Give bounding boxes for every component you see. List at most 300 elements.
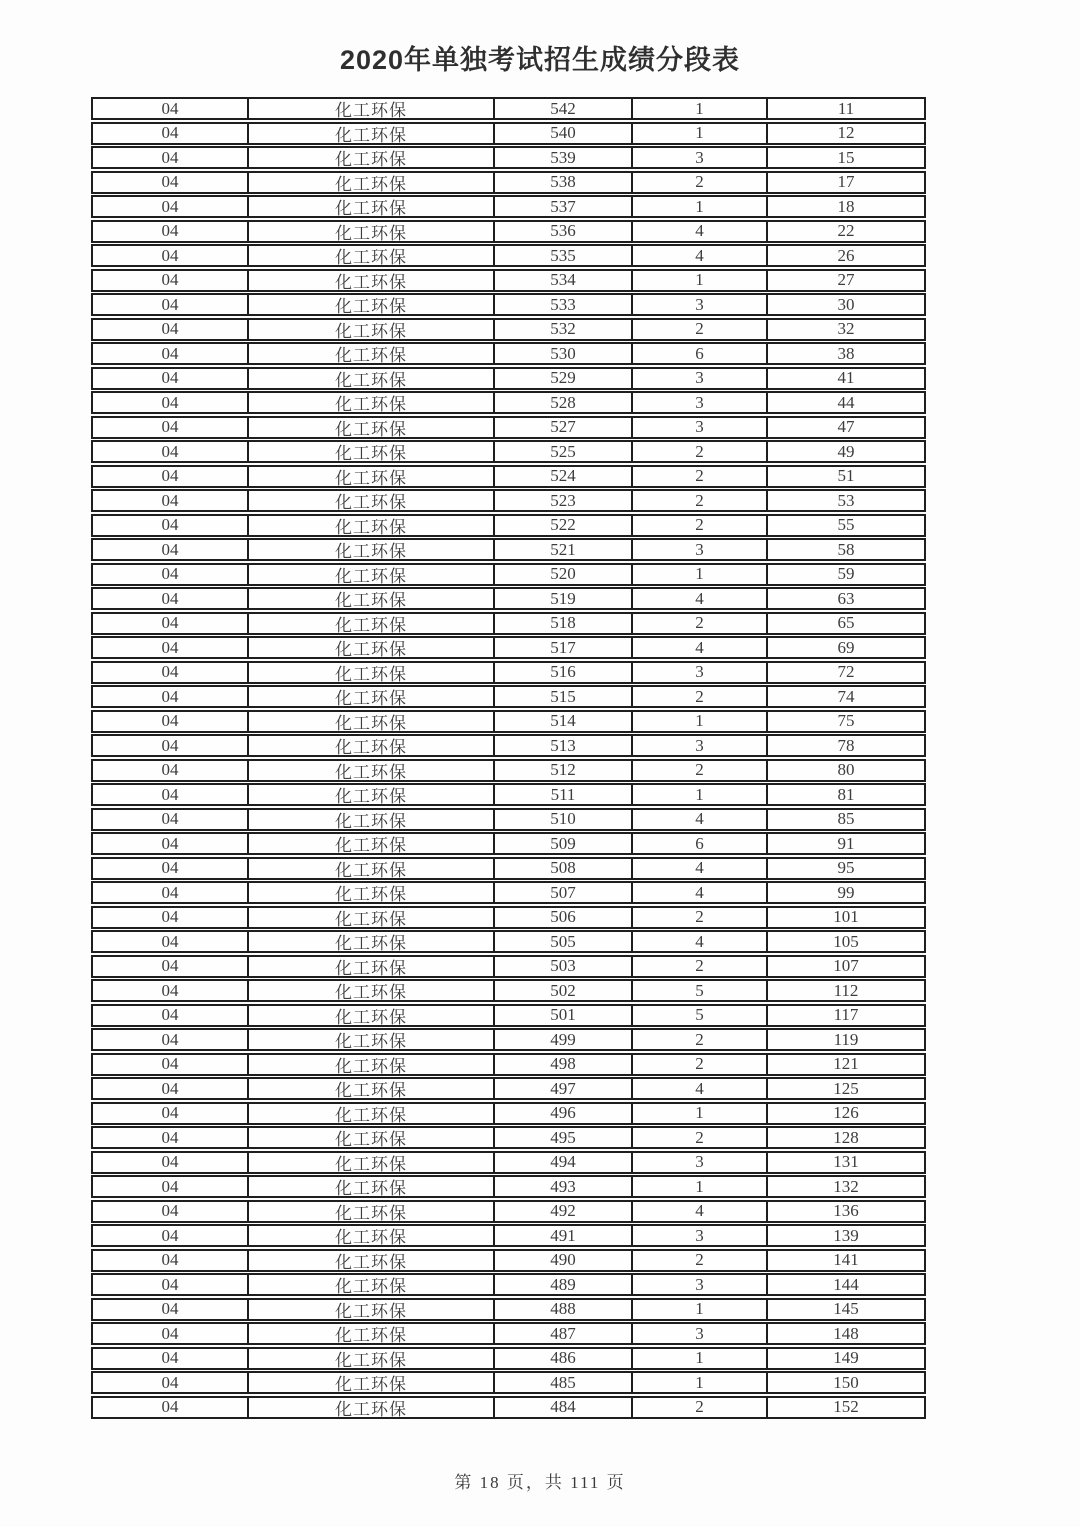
cell-major-name: 化工环保	[247, 785, 493, 804]
cell-cumulative-count: 117	[766, 1006, 924, 1025]
cell-score: 533	[493, 295, 631, 314]
table-row	[91, 171, 926, 194]
cell-count: 2	[631, 957, 766, 976]
table-row	[91, 759, 926, 782]
table-row	[91, 1151, 926, 1174]
cell-cumulative-count: 80	[766, 761, 924, 780]
cell-score: 540	[493, 124, 631, 143]
page-number-footer: 第 18 页，共 111 页	[454, 1473, 626, 1492]
cell-score: 519	[493, 589, 631, 608]
cell-category-code: 04	[161, 613, 179, 632]
cell-count: 1	[631, 1373, 766, 1392]
cell-major-name: 化工环保	[247, 712, 493, 731]
cell-cumulative-count: 12	[766, 124, 924, 143]
cell-score: 501	[493, 1006, 631, 1025]
cell-category-code: 04	[161, 1201, 179, 1220]
cell-score: 488	[493, 1300, 631, 1319]
cell-score: 489	[493, 1275, 631, 1294]
table-row	[91, 318, 926, 341]
page-title: 2020年单独考试招生成绩分段表	[339, 45, 741, 75]
table-row	[91, 1126, 926, 1149]
cell-cumulative-count: 121	[766, 1055, 924, 1074]
cell-score: 532	[493, 320, 631, 339]
cell-score: 530	[493, 344, 631, 363]
cell-score: 523	[493, 491, 631, 510]
cell-cumulative-count: 101	[766, 908, 924, 927]
cell-score: 542	[493, 99, 631, 118]
cell-category-code: 04	[161, 564, 179, 583]
table-row	[91, 440, 926, 463]
cell-score: 496	[493, 1104, 631, 1123]
table-row	[91, 1028, 926, 1051]
cell-count: 1	[631, 712, 766, 731]
cell-count: 5	[631, 981, 766, 1000]
cell-major-name: 化工环保	[247, 687, 493, 706]
cell-cumulative-count: 11	[766, 99, 924, 118]
table-row	[91, 244, 926, 267]
cell-cumulative-count: 132	[766, 1177, 924, 1196]
cell-category-code: 04	[161, 1397, 179, 1416]
cell-category-code: 04	[161, 148, 179, 167]
cell-score: 535	[493, 246, 631, 265]
cell-cumulative-count: 125	[766, 1079, 924, 1098]
cell-category-code: 04	[161, 1177, 179, 1196]
table-row	[91, 538, 926, 561]
cell-score: 518	[493, 614, 631, 633]
cell-cumulative-count: 15	[766, 148, 924, 167]
cell-cumulative-count: 44	[766, 393, 924, 412]
cell-score: 494	[493, 1153, 631, 1172]
cell-major-name: 化工环保	[247, 1128, 493, 1147]
cell-major-name: 化工环保	[247, 1055, 493, 1074]
cell-category-code: 04	[161, 123, 179, 142]
cell-category-code: 04	[161, 932, 179, 951]
cell-major-name: 化工环保	[247, 467, 493, 486]
table-row	[91, 465, 926, 488]
cell-major-name: 化工环保	[247, 810, 493, 829]
cell-score: 487	[493, 1324, 631, 1343]
cell-score: 492	[493, 1202, 631, 1221]
cell-category-code: 04	[161, 172, 179, 191]
table-row	[91, 367, 926, 390]
cell-category-code: 04	[161, 295, 179, 314]
cell-cumulative-count: 149	[766, 1349, 924, 1368]
cell-count: 2	[631, 1398, 766, 1417]
cell-category-code: 04	[161, 809, 179, 828]
cell-category-code: 04	[161, 1128, 179, 1147]
table-row	[91, 685, 926, 708]
cell-cumulative-count: 144	[766, 1275, 924, 1294]
cell-category-code: 04	[161, 1299, 179, 1318]
cell-major-name: 化工环保	[247, 197, 493, 216]
cell-cumulative-count: 22	[766, 222, 924, 241]
cell-score: 506	[493, 908, 631, 927]
cell-count: 1	[631, 1177, 766, 1196]
table-row	[91, 783, 926, 806]
cell-score: 508	[493, 859, 631, 878]
cell-category-code: 04	[161, 1275, 179, 1294]
cell-count: 4	[631, 246, 766, 265]
cell-major-name: 化工环保	[247, 589, 493, 608]
table-row	[91, 1273, 926, 1296]
cell-category-code: 04	[161, 368, 179, 387]
score-table-body	[91, 97, 926, 1419]
cell-category-code: 04	[161, 589, 179, 608]
cell-category-code: 04	[161, 344, 179, 363]
cell-cumulative-count: 141	[766, 1251, 924, 1270]
table-row	[91, 1298, 926, 1321]
cell-major-name: 化工环保	[247, 565, 493, 584]
cell-category-code: 04	[161, 981, 179, 1000]
table-row	[91, 489, 926, 512]
cell-category-code: 04	[161, 858, 179, 877]
table-row	[91, 293, 926, 316]
cell-major-name: 化工环保	[247, 1104, 493, 1123]
cell-count: 3	[631, 663, 766, 682]
cell-major-name: 化工环保	[247, 344, 493, 363]
cell-major-name: 化工环保	[247, 442, 493, 461]
cell-major-name: 化工环保	[247, 883, 493, 902]
table-row	[91, 955, 926, 978]
table-row	[91, 220, 926, 243]
table-row	[91, 930, 926, 953]
table-row	[91, 146, 926, 169]
table-row	[91, 1224, 926, 1247]
cell-count: 2	[631, 1251, 766, 1270]
score-table	[91, 97, 926, 1420]
cell-cumulative-count: 131	[766, 1153, 924, 1172]
table-row	[91, 881, 926, 904]
cell-category-code: 04	[161, 319, 179, 338]
cell-major-name: 化工环保	[247, 369, 493, 388]
cell-count: 4	[631, 810, 766, 829]
cell-category-code: 04	[161, 956, 179, 975]
cell-category-code: 04	[161, 1373, 179, 1392]
table-row	[91, 979, 926, 1002]
cell-score: 536	[493, 222, 631, 241]
table-row	[91, 1396, 926, 1419]
cell-category-code: 04	[161, 1250, 179, 1269]
cell-category-code: 04	[161, 760, 179, 779]
cell-score: 486	[493, 1349, 631, 1368]
cell-score: 524	[493, 467, 631, 486]
cell-score: 493	[493, 1177, 631, 1196]
cell-major-name: 化工环保	[247, 148, 493, 167]
cell-score: 484	[493, 1398, 631, 1417]
cell-category-code: 04	[161, 221, 179, 240]
cell-score: 516	[493, 663, 631, 682]
table-row	[91, 710, 926, 733]
cell-score: 514	[493, 712, 631, 731]
cell-category-code: 04	[161, 1030, 179, 1049]
table-row	[91, 1322, 926, 1345]
cell-count: 4	[631, 638, 766, 657]
cell-score: 510	[493, 810, 631, 829]
cell-major-name: 化工环保	[247, 908, 493, 927]
cell-major-name: 化工环保	[247, 540, 493, 559]
cell-count: 2	[631, 491, 766, 510]
cell-cumulative-count: 30	[766, 295, 924, 314]
cell-score: 511	[493, 785, 631, 804]
cell-score: 517	[493, 638, 631, 657]
cell-category-code: 04	[161, 540, 179, 559]
cell-count: 4	[631, 589, 766, 608]
table-row	[91, 416, 926, 439]
cell-cumulative-count: 58	[766, 540, 924, 559]
cell-count: 1	[631, 124, 766, 143]
cell-count: 2	[631, 516, 766, 535]
cell-count: 2	[631, 687, 766, 706]
cell-score: 534	[493, 271, 631, 290]
cell-cumulative-count: 119	[766, 1030, 924, 1049]
cell-count: 1	[631, 1104, 766, 1123]
cell-category-code: 04	[161, 1079, 179, 1098]
cell-category-code: 04	[161, 883, 179, 902]
cell-major-name: 化工环保	[247, 1177, 493, 1196]
cell-major-name: 化工环保	[247, 761, 493, 780]
cell-category-code: 04	[161, 907, 179, 926]
cell-category-code: 04	[161, 393, 179, 412]
table-row	[91, 122, 926, 145]
cell-score: 527	[493, 418, 631, 437]
cell-count: 4	[631, 859, 766, 878]
cell-major-name: 化工环保	[247, 1275, 493, 1294]
cell-score: 503	[493, 957, 631, 976]
cell-cumulative-count: 105	[766, 932, 924, 951]
cell-major-name: 化工环保	[247, 834, 493, 853]
cell-count: 1	[631, 1349, 766, 1368]
table-row	[91, 1347, 926, 1370]
cell-count: 3	[631, 1324, 766, 1343]
cell-category-code: 04	[161, 785, 179, 804]
cell-cumulative-count: 112	[766, 981, 924, 1000]
cell-cumulative-count: 95	[766, 859, 924, 878]
cell-category-code: 04	[161, 1152, 179, 1171]
cell-cumulative-count: 72	[766, 663, 924, 682]
cell-major-name: 化工环保	[247, 1079, 493, 1098]
cell-cumulative-count: 150	[766, 1373, 924, 1392]
cell-count: 3	[631, 295, 766, 314]
cell-major-name: 化工环保	[247, 295, 493, 314]
cell-score: 515	[493, 687, 631, 706]
cell-category-code: 04	[161, 246, 179, 265]
cell-count: 3	[631, 418, 766, 437]
cell-cumulative-count: 139	[766, 1226, 924, 1245]
cell-category-code: 04	[161, 270, 179, 289]
cell-cumulative-count: 107	[766, 957, 924, 976]
cell-count: 3	[631, 736, 766, 755]
cell-cumulative-count: 81	[766, 785, 924, 804]
cell-category-code: 04	[161, 99, 179, 118]
cell-score: 485	[493, 1373, 631, 1392]
cell-cumulative-count: 32	[766, 320, 924, 339]
table-row	[91, 1004, 926, 1027]
cell-cumulative-count: 41	[766, 369, 924, 388]
cell-category-code: 04	[161, 1348, 179, 1367]
cell-category-code: 04	[161, 711, 179, 730]
cell-major-name: 化工环保	[247, 638, 493, 657]
cell-score: 497	[493, 1079, 631, 1098]
cell-major-name: 化工环保	[247, 663, 493, 682]
cell-count: 6	[631, 344, 766, 363]
cell-count: 3	[631, 1153, 766, 1172]
cell-score: 529	[493, 369, 631, 388]
table-row	[91, 1175, 926, 1198]
table-row	[91, 563, 926, 586]
cell-score: 525	[493, 442, 631, 461]
cell-count: 2	[631, 467, 766, 486]
cell-count: 6	[631, 834, 766, 853]
cell-cumulative-count: 18	[766, 197, 924, 216]
table-row	[91, 269, 926, 292]
cell-score: 537	[493, 197, 631, 216]
cell-score: 522	[493, 516, 631, 535]
table-row	[91, 612, 926, 635]
table-row	[91, 832, 926, 855]
cell-cumulative-count: 91	[766, 834, 924, 853]
cell-major-name: 化工环保	[247, 1300, 493, 1319]
cell-cumulative-count: 59	[766, 565, 924, 584]
cell-cumulative-count: 49	[766, 442, 924, 461]
cell-category-code: 04	[161, 662, 179, 681]
table-row	[91, 97, 926, 120]
cell-major-name: 化工环保	[247, 393, 493, 412]
cell-major-name: 化工环保	[247, 1398, 493, 1417]
table-row	[91, 857, 926, 880]
cell-category-code: 04	[161, 1054, 179, 1073]
cell-category-code: 04	[161, 1103, 179, 1122]
cell-score: 539	[493, 148, 631, 167]
cell-major-name: 化工环保	[247, 1251, 493, 1270]
cell-cumulative-count: 55	[766, 516, 924, 535]
cell-score: 513	[493, 736, 631, 755]
table-row	[91, 808, 926, 831]
cell-count: 2	[631, 614, 766, 633]
cell-major-name: 化工环保	[247, 957, 493, 976]
cell-count: 4	[631, 1079, 766, 1098]
cell-major-name: 化工环保	[247, 124, 493, 143]
cell-score: 520	[493, 565, 631, 584]
cell-cumulative-count: 85	[766, 810, 924, 829]
table-row	[91, 906, 926, 929]
table-row	[91, 342, 926, 365]
cell-count: 1	[631, 565, 766, 584]
cell-major-name: 化工环保	[247, 1349, 493, 1368]
cell-category-code: 04	[161, 687, 179, 706]
cell-count: 4	[631, 883, 766, 902]
cell-cumulative-count: 75	[766, 712, 924, 731]
cell-count: 3	[631, 393, 766, 412]
cell-cumulative-count: 136	[766, 1202, 924, 1221]
cell-count: 2	[631, 1055, 766, 1074]
cell-score: 498	[493, 1055, 631, 1074]
cell-major-name: 化工环保	[247, 1324, 493, 1343]
cell-cumulative-count: 27	[766, 271, 924, 290]
cell-cumulative-count: 47	[766, 418, 924, 437]
cell-major-name: 化工环保	[247, 1006, 493, 1025]
cell-score: 528	[493, 393, 631, 412]
cell-count: 3	[631, 148, 766, 167]
cell-major-name: 化工环保	[247, 1030, 493, 1049]
cell-score: 491	[493, 1226, 631, 1245]
cell-category-code: 04	[161, 491, 179, 510]
cell-count: 1	[631, 1300, 766, 1319]
cell-major-name: 化工环保	[247, 99, 493, 118]
cell-cumulative-count: 69	[766, 638, 924, 657]
cell-count: 2	[631, 1030, 766, 1049]
cell-count: 1	[631, 271, 766, 290]
cell-major-name: 化工环保	[247, 614, 493, 633]
table-row	[91, 1102, 926, 1125]
cell-category-code: 04	[161, 1226, 179, 1245]
cell-major-name: 化工环保	[247, 246, 493, 265]
table-row	[91, 661, 926, 684]
cell-category-code: 04	[161, 736, 179, 755]
cell-major-name: 化工环保	[247, 320, 493, 339]
table-row	[91, 734, 926, 757]
table-row	[91, 514, 926, 537]
cell-cumulative-count: 38	[766, 344, 924, 363]
cell-category-code: 04	[161, 466, 179, 485]
table-row	[91, 1249, 926, 1272]
cell-cumulative-count: 65	[766, 614, 924, 633]
cell-major-name: 化工环保	[247, 1373, 493, 1392]
cell-major-name: 化工环保	[247, 418, 493, 437]
cell-count: 2	[631, 173, 766, 192]
table-row	[91, 1371, 926, 1394]
cell-major-name: 化工环保	[247, 491, 493, 510]
cell-score: 512	[493, 761, 631, 780]
cell-cumulative-count: 26	[766, 246, 924, 265]
cell-count: 1	[631, 99, 766, 118]
cell-score: 538	[493, 173, 631, 192]
cell-score: 490	[493, 1251, 631, 1270]
table-row	[91, 1200, 926, 1223]
cell-major-name: 化工环保	[247, 1153, 493, 1172]
cell-count: 3	[631, 1226, 766, 1245]
cell-major-name: 化工环保	[247, 859, 493, 878]
cell-count: 4	[631, 1202, 766, 1221]
cell-count: 2	[631, 908, 766, 927]
cell-cumulative-count: 53	[766, 491, 924, 510]
cell-count: 1	[631, 197, 766, 216]
cell-score: 521	[493, 540, 631, 559]
cell-count: 3	[631, 369, 766, 388]
cell-cumulative-count: 63	[766, 589, 924, 608]
cell-count: 2	[631, 320, 766, 339]
cell-major-name: 化工环保	[247, 222, 493, 241]
cell-score: 502	[493, 981, 631, 1000]
cell-score: 505	[493, 932, 631, 951]
cell-major-name: 化工环保	[247, 173, 493, 192]
cell-major-name: 化工环保	[247, 516, 493, 535]
cell-category-code: 04	[161, 417, 179, 436]
cell-count: 2	[631, 1128, 766, 1147]
cell-score: 509	[493, 834, 631, 853]
cell-cumulative-count: 152	[766, 1398, 924, 1417]
cell-category-code: 04	[161, 197, 179, 216]
table-row	[91, 1053, 926, 1076]
cell-major-name: 化工环保	[247, 271, 493, 290]
cell-cumulative-count: 148	[766, 1324, 924, 1343]
table-row	[91, 636, 926, 659]
cell-category-code: 04	[161, 442, 179, 461]
cell-score: 507	[493, 883, 631, 902]
cell-score: 499	[493, 1030, 631, 1049]
cell-count: 2	[631, 442, 766, 461]
cell-major-name: 化工环保	[247, 981, 493, 1000]
cell-major-name: 化工环保	[247, 736, 493, 755]
